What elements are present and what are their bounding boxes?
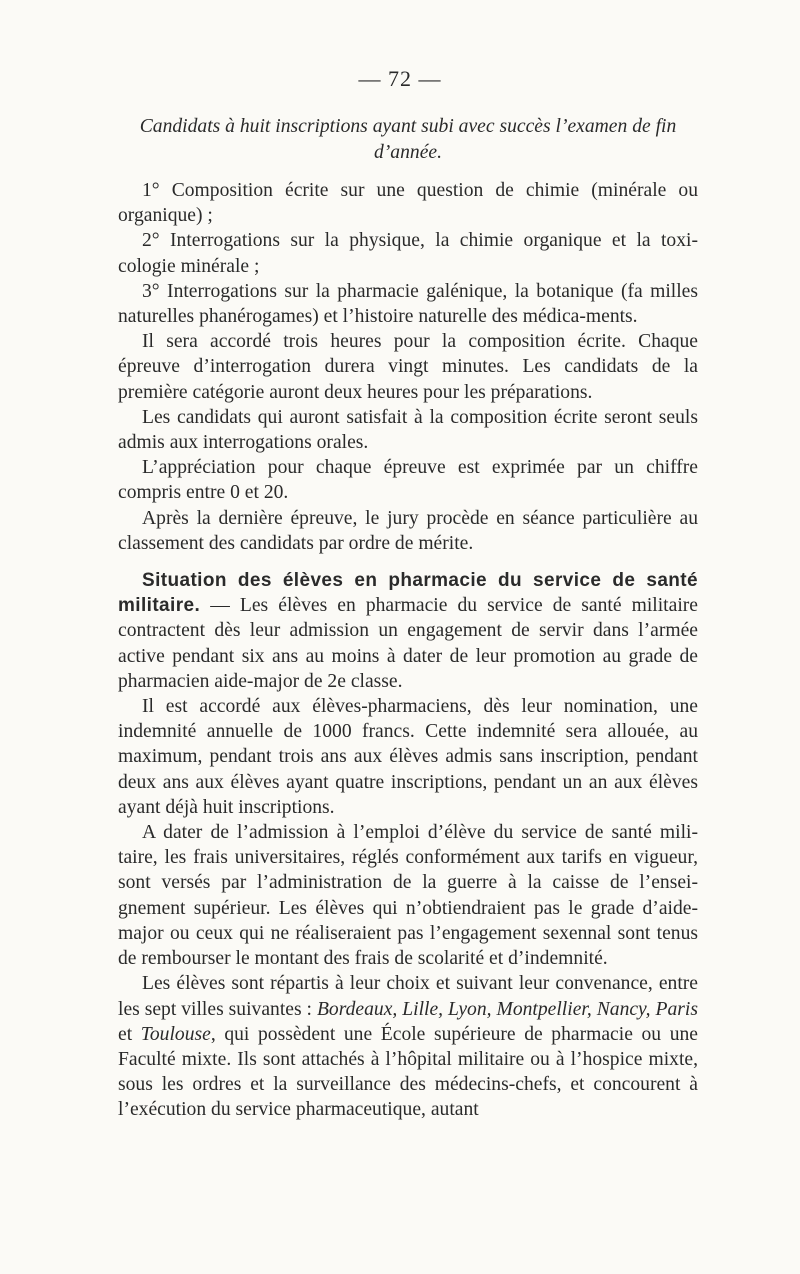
page-body <box>118 114 698 1123</box>
paragraph: A dater de l’admission à l’emploi d’élève du service de santé mili-taire, les frais universitaires, réglés conformément aux tarifs en vigueur, sont versés par l’administration de la guerre à la caisse de l’ensei-gnement supérieur. Les élèves qui n’obtiendraient pas le grade d’aide-major ou ceux qui ne réaliseraient pas l’engagement sexennal sont tenus de rembourser le montant des frais de scolarité et d’indemnité. <box>118 822 698 970</box>
paragraph: L’appréciation pour chaque épreuve est exprimée par un chiffre compris entre 0 et 20. <box>118 457 698 504</box>
final-paragraph <box>118 971 698 1122</box>
paragraph: Les candidats qui auront satisfait à la composition écrite seront seuls admis aux interrogations orales. <box>118 406 698 454</box>
section-intro: — Les élèves en pharmacie du service de santé militaire contractent dès leur admission un engagement de servir dans l’armée active pendant six ans au moins à dater de leur promotion au grade de pharmacien aide-major de 2e classe. <box>118 595 698 692</box>
exam-item: 3° Interrogations sur la pharmacie galénique, la botanique (fa milles naturelles phanérogames) et l’histoire naturelle des médica-ments. <box>118 280 698 328</box>
paragraph: Après la dernière épreuve, le jury procède en séance particulière au classement des candidats par ordre de mérite. <box>118 507 698 554</box>
city-list: Bordeaux, Lille, Lyon, Montpellier, Nancy, Paris <box>316 998 698 1020</box>
section-paragraph <box>118 568 698 694</box>
final-text-start: Les élèves sont répartis à leur choix et suivant leur convenance, entre les sept villes suivantes : <box>118 973 698 1020</box>
conjunction: et <box>118 1023 141 1045</box>
exam-heading: Candidats à huit inscriptions ayant subi avec succès l’examen de fin d’année. <box>139 116 677 163</box>
paragraph: Il est accordé aux élèves-pharmaciens, dès leur nomination, une indemnité annuelle de 1000 francs. Cette indemnité sera allouée, au maximum, pendant trois ans aux élèves admis sans inscription, pendant deux ans aux élèves ayant quatre inscriptions, pendant un an aux élèves ayant déjà huit inscriptions. <box>118 696 698 818</box>
exam-item: 2° Interrogations sur la physique, la chimie organique et la toxi-cologie minérale ; <box>118 230 698 277</box>
city-last: Toulouse <box>140 1023 211 1045</box>
final-text-end: , qui possèdent une École supérieure de pharmacie ou une Faculté mixte. Ils sont attachés à l’hôpital militaire ou à l’hospice mixte, sous les ordres et la surveillance des médecins-chefs, et concourent à l’exécution du service pharmaceutique, autant <box>118 1023 698 1121</box>
section-title: Situation des élèves en pharmacie du service de santé militaire. <box>118 570 698 617</box>
paragraph: Il sera accordé trois heures pour la composition écrite. Chaque épreuve d’interrogation durera vingt minutes. Les candidats de la première catégorie auront deux heures pour les préparations. <box>118 331 698 403</box>
page-number: — 72 — <box>358 66 442 91</box>
exam-item: 1° Composition écrite sur une question de chimie (minérale ou organique) ; <box>118 180 698 227</box>
